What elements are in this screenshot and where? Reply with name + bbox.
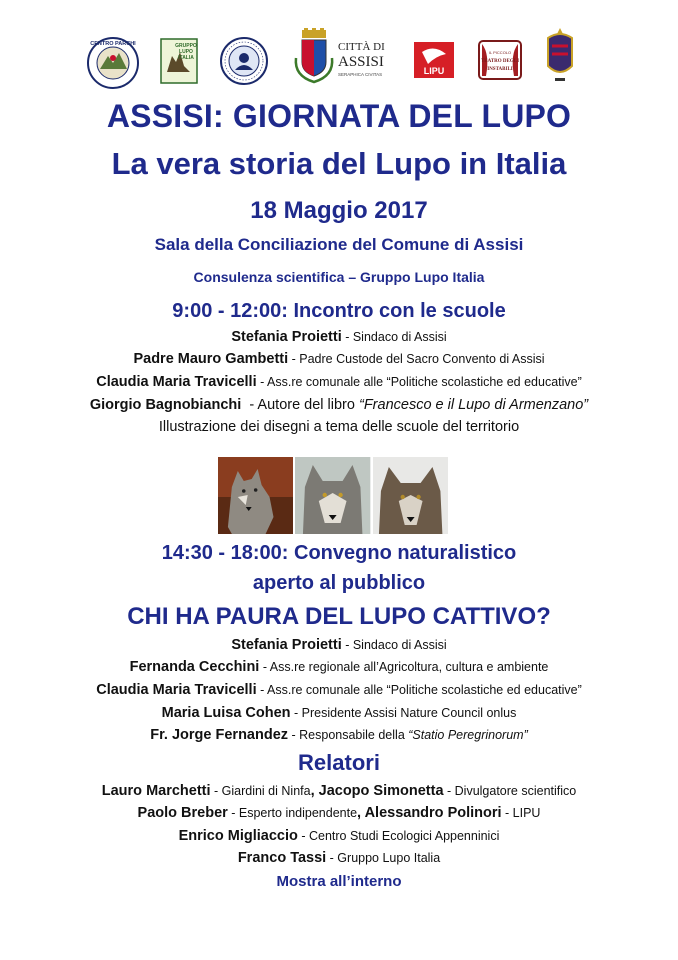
scientific-consulting: Consulenza scientifica – Gruppo Lupo Italia <box>193 269 485 285</box>
svg-text:LUPO: LUPO <box>179 49 193 55</box>
assisi-coat-of-arms <box>292 28 336 84</box>
relatori-line: Paolo Breber - Esperto indipendente, Alessandro Polinori - LIPU <box>137 805 541 821</box>
session2-speaker: Stefania Proietti - Sindaco di Assisi <box>231 637 447 653</box>
session2-speaker: Claudia Maria Travicelli - Ass.re comunale alle “Politiche scolastiche ed educative” <box>96 682 582 698</box>
session1-heading: 9:00 - 12:00: Incontro con le scuole <box>172 300 506 322</box>
lipu-logo <box>414 42 454 78</box>
session2-heading: 14:30 - 18:00: Convegno naturalistico <box>161 542 517 564</box>
session1-speaker: Claudia Maria Travicelli - Ass.re comunale alle “Politiche scolastiche ed educative” <box>96 374 582 390</box>
session1-author: Giorgio Bagnobianchi - Autore del libro “Francesco e il Lupo di Armenzano” <box>89 397 589 413</box>
svg-text:SERAPHICA CIVITAS: SERAPHICA CIVITAS <box>338 72 383 77</box>
svg-text:CITTÀ DI: CITTÀ DI <box>338 41 385 53</box>
svg-text:ITALIA: ITALIA <box>178 55 194 61</box>
speaker-name: Padre Mauro Gambetti <box>133 351 289 367</box>
logo-row <box>0 26 678 88</box>
speaker-role: Padre Custode del Sacro Convento di Assisi <box>299 352 545 366</box>
speaker-name: Claudia Maria Travicelli <box>96 682 257 698</box>
wolf-photo-strip <box>218 457 448 534</box>
session2-headline: CHI HA PAURA DEL LUPO CATTIVO? <box>127 603 551 630</box>
session2-speaker: Fr. Jorge Fernandez - Responsabile della “Statio Peregrinorum” <box>150 727 528 743</box>
speaker-name: Fr. Jorge Fernandez <box>150 727 289 743</box>
book-title: “Francesco e il Lupo di Armenzano” <box>358 397 589 413</box>
speaker-name: Fernanda Cecchini <box>129 659 260 675</box>
wolf-photo-3 <box>373 457 448 534</box>
relatori-line: Lauro Marchetti - Giardini di Ninfa, Jacopo Simonetta - Divulgatore scientifico <box>101 783 577 799</box>
relatori-line: Franco Tassi - Gruppo Lupo Italia <box>237 850 441 866</box>
session1-speaker: Padre Mauro Gambetti - Padre Custode del Sacro Convento di Assisi <box>133 351 545 367</box>
session2-speaker: Maria Luisa Cohen - Presidente Assisi Nature Council onlus <box>161 705 517 721</box>
svg-text:INSTABILI: INSTABILI <box>487 67 513 72</box>
speaker-name: Claudia Maria Travicelli <box>96 374 257 390</box>
speaker-role: Ass.re comunale alle “Politiche scolastiche ed educative” <box>267 375 582 389</box>
author-name: Giorgio Bagnobianchi <box>89 397 242 413</box>
centro-parchi-logo <box>86 36 140 90</box>
speaker-role: Presidente Assisi Nature Council onlus <box>301 706 517 720</box>
svg-text:GRUPPO: GRUPPO <box>175 43 197 49</box>
title-line2: La vera storia del Lupo in Italia <box>111 146 567 181</box>
speaker-name: Stefania Proietti <box>231 329 342 345</box>
emblem-logo <box>543 26 577 84</box>
session2-speaker: Fernanda Cecchini - Ass.re regionale all’Agricoltura, cultura e ambiente <box>129 659 549 675</box>
svg-text:ASSISI: ASSISI <box>338 54 384 70</box>
relatori-heading: Relatori <box>298 750 380 775</box>
venue: Sala della Conciliazione del Comune di Assisi <box>154 235 524 254</box>
svg-text:IL PICCOLO: IL PICCOLO <box>488 50 512 55</box>
wolf-photo-2 <box>295 457 370 534</box>
speaker-role: Sindaco di Assisi <box>352 638 447 652</box>
svg-text:TEATRO DEGLI: TEATRO DEGLI <box>480 59 520 64</box>
session1-speaker: Stefania Proietti - Sindaco di Assisi <box>231 329 447 345</box>
seal-logo <box>219 36 269 86</box>
gruppo-lupo-italia-logo <box>160 38 198 84</box>
event-date: 18 Maggio 2017 <box>250 197 428 224</box>
session2-subheading: aperto al pubblico <box>252 572 426 594</box>
svg-text:LIPU: LIPU <box>423 66 445 76</box>
exhibition-note: Mostra all’interno <box>276 873 402 890</box>
wolf-photo-1 <box>218 457 293 534</box>
citta-di-assisi-wordmark <box>336 38 398 82</box>
title-line1: ASSISI: GIORNATA DEL LUPO <box>106 98 572 134</box>
speaker-role: Ass.re comunale alle “Politiche scolastiche ed educative” <box>267 683 582 697</box>
teatro-instabili-logo <box>478 40 522 80</box>
relatori-line: Enrico Migliaccio - Centro Studi Ecologici Appenninici <box>178 828 500 844</box>
speaker-role: Ass.re regionale all’Agricoltura, cultura e ambiente <box>269 660 549 674</box>
speaker-role: Sindaco di Assisi <box>352 330 447 344</box>
centro-parchi-text: CENTRO PARCHI <box>90 41 136 47</box>
drawings-illustration: Illustrazione dei disegni a tema delle scuole del territorio <box>158 419 520 435</box>
speaker-name: Maria Luisa Cohen <box>161 705 291 721</box>
speaker-role: “Statio Peregrinorum” <box>408 728 528 742</box>
speaker-name: Stefania Proietti <box>231 637 342 653</box>
